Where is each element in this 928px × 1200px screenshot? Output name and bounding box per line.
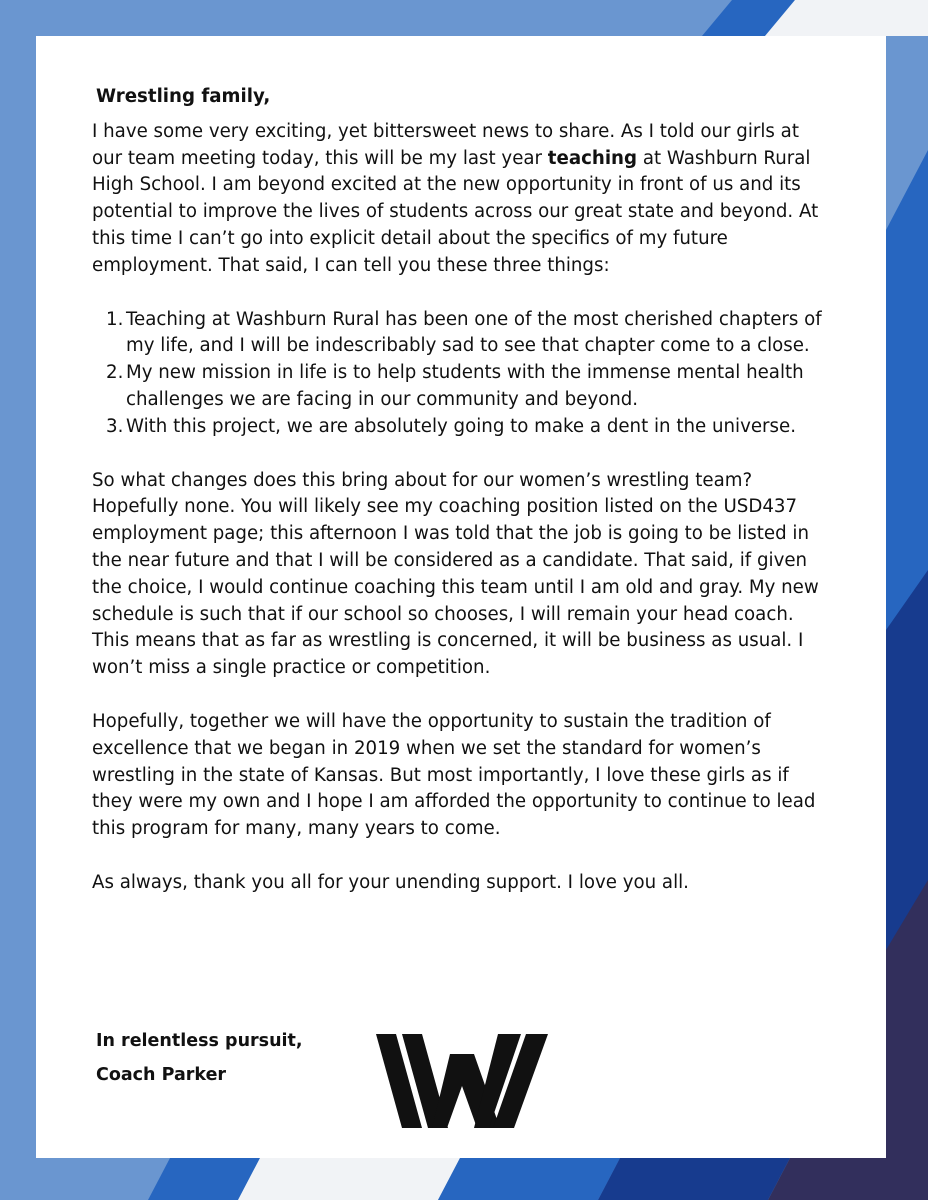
list-item: [92, 414, 832, 441]
intro-paragraph: [92, 119, 832, 280]
list-item: [92, 360, 832, 414]
list-item-number: 3.: [106, 415, 124, 437]
tradition-paragraph: Hopefully, together we will have the opportunity to sustain the tradition of excellence that we began in 2019 when we set the standard for women’s wrestling in the state of Kansas. But most importantly, I love these girls as if they were my own and I hope I am afforded the opportunity to continue to lead this program for many, many years to come.: [92, 710, 816, 840]
letter-body: [92, 84, 832, 897]
list-item-text: My new mission in life is to help students with the immense mental health challenges we are facing in our community and beyond.: [126, 362, 804, 410]
three-things-list: [92, 307, 832, 441]
changes-paragraph: So what changes does this bring about for our women’s wrestling team? Hopefully none. You will likely see my coaching position listed on the USD437 employment page; this afternoon I was told that the job is going to be listed in the near future and that I will be considered as a candidate. That said, if given the choice, I would continue coaching this team until I am old and gray. My new schedule is such that if our school so chooses, I will remain your head coach. This means that as far as wrestling is concerned, it will be business as usual. I won’t miss a single practice or competition.: [92, 469, 819, 679]
bg-stripe-bottom-white: [238, 1158, 460, 1200]
washburn-w-logo-icon: [376, 1034, 548, 1128]
intro-text-end: at Washburn Rural High School. I am beyond excited at the new opportunity in front of us and its potential to improve the lives of students across our great state and beyond. At this time I can’t go into explicit detail about the specifics of my future employment. That said, I can tell you these three things:: [92, 147, 819, 276]
letter-page: [36, 36, 886, 1158]
bg-stripe-bottom-dark: [598, 1158, 790, 1200]
signature-name: Coach Parker: [96, 1065, 227, 1085]
bg-stripe-bottom-navy: [768, 1158, 928, 1200]
list-item-number: 1.: [106, 308, 124, 330]
list-item: [92, 307, 832, 361]
intro-bold-word: teaching: [547, 147, 638, 169]
letter-greeting: Wrestling family,: [96, 86, 271, 107]
bg-stripe-bottom-mid2: [438, 1158, 620, 1200]
thanks-paragraph: As always, thank you all for your unending support. I love you all.: [92, 871, 689, 893]
list-item-text: With this project, we are absolutely going to make a dent in the universe.: [126, 415, 796, 437]
list-item-number: 2.: [106, 362, 124, 384]
list-item-text: Teaching at Washburn Rural has been one of the most cherished chapters of my life, and I will be indescribably sad to see that chapter come to a close.: [126, 308, 822, 357]
signoff-block: [96, 1024, 303, 1092]
closing-line: In relentless pursuit,: [96, 1031, 303, 1051]
intro-text-start: I have some very exciting, yet bittersweet news to share. As I told our girls at our team meeting today, this will be my last year: [92, 120, 799, 169]
bg-band-right-mid: [886, 150, 928, 640]
